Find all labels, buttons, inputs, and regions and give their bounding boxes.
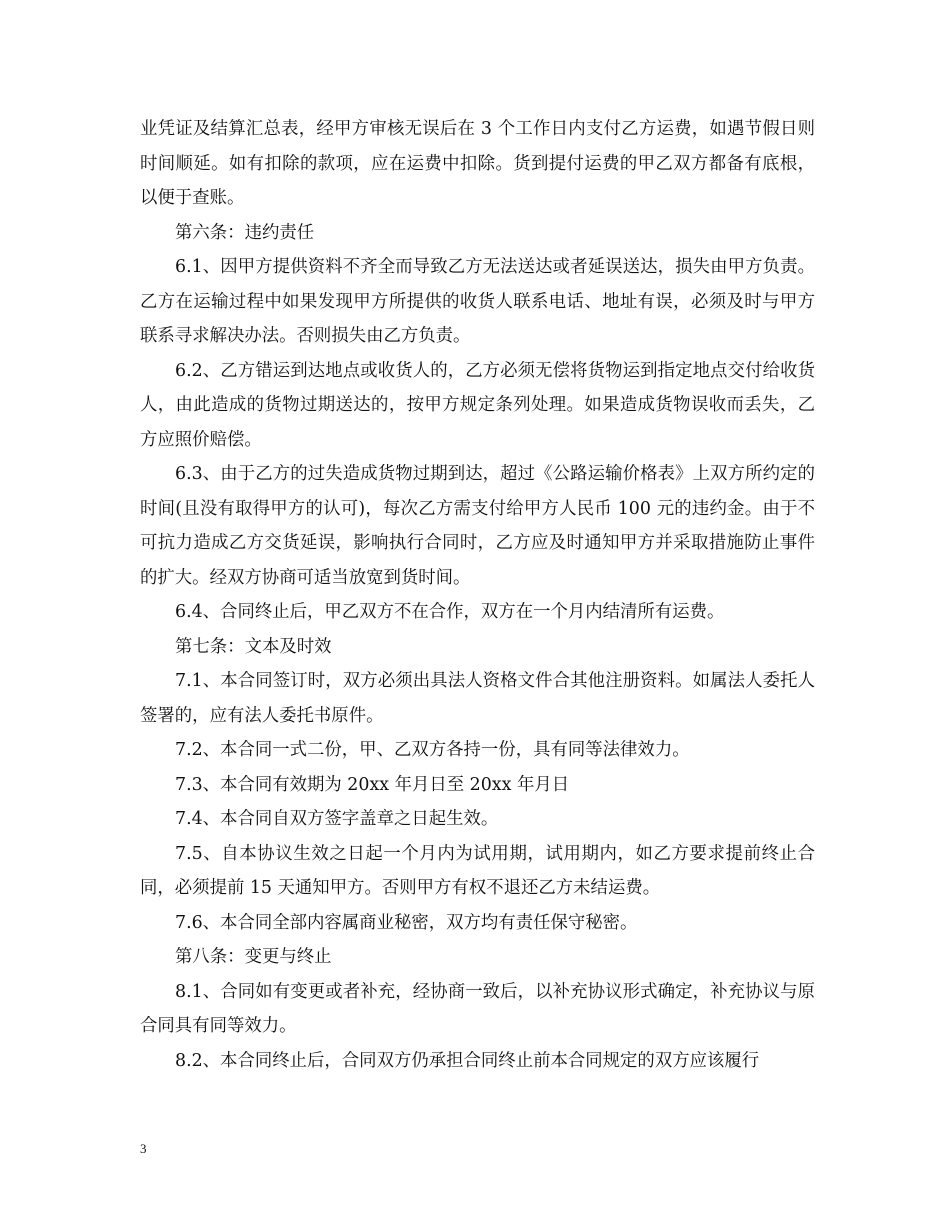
paragraph-continued: 业凭证及结算汇总表，经甲方审核无误后在 3 个工作日内支付乙方运费，如遇节假日则时间顺延。如有扣除的款项，应在运费中扣除。货到提付运费的甲乙双方都备有底根，以便于查账。	[140, 119, 815, 208]
clause-6-4: 6.4、合同终止后，甲乙双方不在合作，双方在一个月内结清所有运费。	[175, 602, 725, 622]
document-body	[140, 112, 815, 1078]
section-heading-8: 第八条：变更与终止	[175, 947, 332, 967]
clause-8-1: 8.1、合同如有变更或者补充，经协商一致后，以补充协议形式确定，补充协议与原合同具有同等效力。	[140, 981, 815, 1036]
section-heading-7: 第七条：文本及时效	[175, 636, 332, 657]
clause-6-1: 6.1、因甲方提供资料不齐全而导致乙方无法送达或者延误送达，损失由甲方负责。乙方在运输过程中如果发现甲方所提供的收货人联系电话、地址有误，必须及时与甲方联系寻求解决办法。否则损失由乙方负责。	[140, 257, 815, 346]
clause-6-2: 6.2、乙方错运到达地点或收货人的，乙方必须无偿将货物运到指定地点交付给收货人，由此造成的货物过期送达的，按甲方规定条列处理。如果造成货物误收而丢失，乙方应照价赔偿。	[140, 360, 815, 450]
clause-7-1: 7.1、本合同签订时，双方必须出具法人资格文件合其他注册资料。如属法人委托人签署的，应有法人委托书原件。	[140, 671, 815, 726]
clause-6-3: 6.3、由于乙方的过失造成货物过期到达，超过《公路运输价格表》上双方所约定的时间(且没有取得甲方的认可)，每次乙方需支付给甲方人民币 100 元的违约金。由于不可抗力造成乙方交货延误，影响执行合同时，乙方应及时通知甲方并采取措施防止事件的扩大。经双方协商可适当放宽到货时间。	[140, 464, 815, 588]
section-heading-6: 第六条：违约责任	[175, 222, 315, 243]
page-number: 3	[140, 1141, 147, 1156]
clause-7-5: 7.5、自本协议生效之日起一个月内为试用期，试用期内，如乙方要求提前终止合同，必须提前 15 天通知甲方。否则甲方有权不退还乙方未结运费。	[140, 843, 815, 898]
clause-7-2: 7.2、本合同一式二份，甲、乙双方各持一份，具有同等法律效力。	[175, 740, 690, 760]
clause-8-2: 8.2、本合同终止后，合同双方仍承担合同终止前本合同规定的双方应该履行	[175, 1050, 760, 1071]
clause-7-3: 7.3、本合同有效期为 20xx 年月日至 20xx 年月日	[175, 774, 570, 795]
clause-7-4: 7.4、本合同自双方签字盖章之日起生效。	[175, 809, 499, 829]
clause-7-6: 7.6、本合同全部内容属商业秘密，双方均有责任保守秘密。	[175, 912, 638, 933]
